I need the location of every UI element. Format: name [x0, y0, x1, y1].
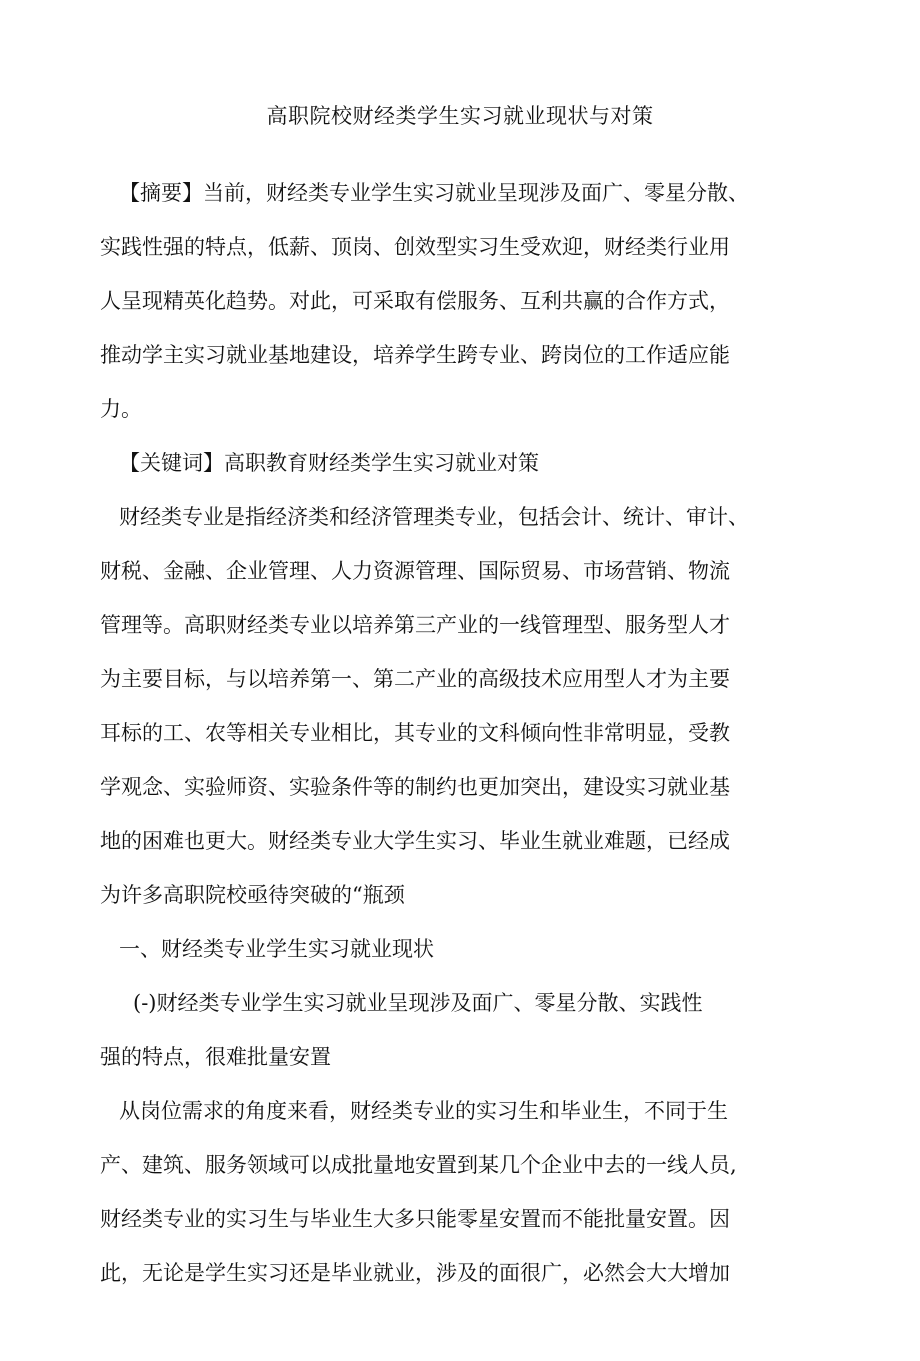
intro-line: 为许多高职院校亟待突破的“瓶颈 — [100, 883, 405, 907]
abstract-line: 实践性强的特点，低薪、顶岗、创效型实习生受欢迎，财经类行业用 — [100, 235, 730, 259]
document-title: 高职院校财经类学生实习就业现状与对策 — [266, 104, 654, 128]
intro-line: 地的困难也更大。财经类专业大学生实习、毕业生就业难题，已经成 — [100, 829, 730, 853]
abstract-line: 人呈现精英化趋势。对此，可采取有偿服务、互利共赢的合作方式， — [100, 289, 730, 313]
subsection-heading — [100, 976, 790, 1084]
intro-line: 为主要目标，与以培养第一、第二产业的高级技术应用型人才为主要 — [100, 667, 730, 691]
body-line: 财经类专业的实习生与毕业生大多只能零星安置而不能批量安置。因 — [100, 1207, 730, 1231]
body-line: 产、建筑、服务领域可以成批量地安置到某几个企业中去的一线人员, — [100, 1153, 737, 1177]
intro-line: 财税、金融、企业管理、人力资源管理、国际贸易、市场营销、物流 — [100, 559, 730, 583]
body-line: 从岗位需求的角度来看，财经类专业的实习生和毕业生，不同于生 — [119, 1099, 728, 1123]
intro-line: 耳标的工、农等相关专业相比，其专业的文科倾向性非常明显，受教 — [100, 721, 730, 745]
abstract-line: 推动学主实习就业基地建设，培养学生跨专业、跨岗位的工作适应能 — [100, 343, 730, 367]
keywords-line: 【关键词】高职教育财经类学生实习就业对策 — [119, 451, 539, 475]
abstract-paragraph — [100, 166, 790, 436]
intro-paragraph — [100, 490, 790, 922]
subsection-heading-line: 强的特点，很难批量安置 — [100, 1045, 331, 1069]
abstract-line: 【摘要】当前，财经类专业学生实习就业呈现涉及面广、零星分散、 — [119, 181, 749, 205]
intro-line: 管理等。高职财经类专业以培养第三产业的一线管理型、服务型人才 — [100, 613, 730, 637]
body-line: 此，无论是学生实习还是毕业就业，涉及的面很广，必然会大大增加 — [100, 1261, 730, 1285]
body-paragraph — [100, 1084, 790, 1300]
intro-line: 财经类专业是指经济类和经济管理类专业，包括会计、统计、审计、 — [119, 505, 749, 529]
section-heading: 一、财经类专业学生实习就业现状 — [119, 937, 434, 961]
subsection-heading-line: (-)财经类专业学生实习就业呈现涉及面广、零星分散、实践性 — [133, 991, 703, 1015]
abstract-line: 力。 — [100, 397, 142, 421]
intro-line: 学观念、实验师资、实验条件等的制约也更加突出，建设实习就业基 — [100, 775, 730, 799]
